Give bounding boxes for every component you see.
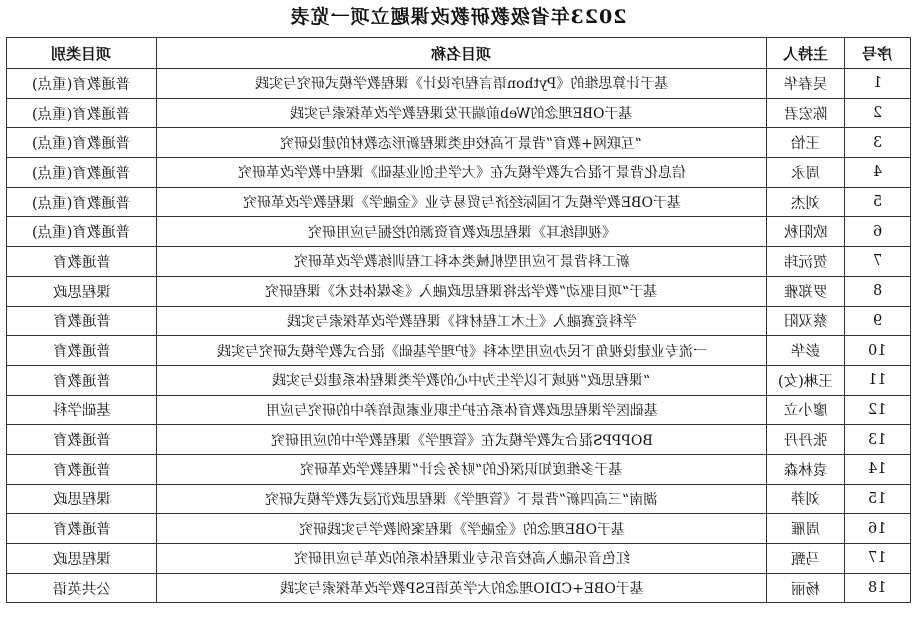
category-cell	[7, 514, 157, 544]
project-name-cell	[157, 544, 767, 574]
header-host: 主持人	[767, 38, 845, 69]
category-cell	[7, 544, 157, 574]
project-name-cell	[157, 158, 767, 188]
project-name-cell	[157, 187, 767, 217]
row-number-cell	[845, 484, 911, 514]
header-num: 序号	[845, 38, 911, 69]
host-cell	[767, 187, 845, 217]
host-cell-text: 张丹丹	[783, 433, 828, 450]
host-cell	[767, 158, 845, 188]
row-number-cell-text: 15	[868, 490, 887, 507]
row-number-cell	[845, 187, 911, 217]
category-cell	[7, 573, 157, 603]
category-cell	[7, 365, 157, 395]
host-cell-text: 贺沅玮	[783, 254, 828, 271]
row-number-cell-text: 13	[868, 431, 887, 448]
host-cell	[767, 454, 845, 484]
host-cell-text: 陈宏君	[783, 106, 828, 123]
host-cell-text: 王怡	[791, 136, 820, 153]
category-cell	[7, 484, 157, 514]
host-cell	[767, 573, 845, 603]
category-cell-text: 普通教育	[52, 433, 111, 450]
table-row	[7, 217, 911, 247]
row-number-cell	[845, 69, 911, 99]
project-name-cell	[157, 573, 767, 603]
host-cell-text: 吴春华	[783, 76, 828, 93]
row-number-cell	[845, 217, 911, 247]
row-number-cell-text: 10	[868, 342, 887, 359]
project-name-cell	[157, 98, 767, 128]
project-name-cell-text: 学科竞赛融入《土木工程材料》课程教学改革探索与实践	[286, 313, 637, 330]
table-row	[7, 336, 911, 366]
category-cell-text: 基础学科	[52, 403, 111, 420]
project-name-cell-text: 一流专业建设视角下民办应用型本科《护理学基础》混合式教学模式研究与实践	[216, 343, 707, 360]
row-number-cell-text: 17	[868, 550, 887, 567]
category-cell-text: 普通教育(重点)	[32, 136, 131, 153]
category-cell	[7, 98, 157, 128]
table-row	[7, 276, 911, 306]
row-number-cell-text: 8	[872, 283, 883, 300]
header-name: 项目名称	[157, 38, 767, 69]
project-name-cell-text: 红色音乐融入高校音乐专业课程体系的改革与应用研究	[293, 551, 630, 568]
host-cell-text: 彭华	[791, 344, 820, 361]
category-cell-text: 普通教育(重点)	[32, 225, 131, 242]
project-name-cell-text: 基于OBE理念的Web前端开发课程教学改革探索与实践	[290, 106, 633, 123]
project-name-cell	[157, 247, 767, 277]
row-number-cell	[845, 395, 911, 425]
table-row	[7, 247, 911, 277]
host-cell-text: 周雁	[791, 522, 820, 539]
row-number-cell	[845, 454, 911, 484]
host-cell-text: 王琳(女)	[778, 373, 833, 390]
category-cell-text: 课程思政	[52, 551, 111, 568]
row-number-cell	[845, 247, 911, 277]
row-number-cell-text: 11	[868, 372, 887, 389]
table-row	[7, 395, 911, 425]
project-name-cell	[157, 306, 767, 336]
row-number-cell	[845, 276, 911, 306]
project-name-cell	[157, 276, 767, 306]
host-cell	[767, 514, 845, 544]
category-cell	[7, 395, 157, 425]
row-number-cell-text: 1	[872, 75, 883, 92]
row-number-cell-text: 12	[868, 401, 887, 418]
row-number-cell	[845, 365, 911, 395]
table-row	[7, 69, 911, 99]
project-name-cell	[157, 128, 767, 158]
table-row	[7, 425, 911, 455]
category-cell	[7, 425, 157, 455]
row-number-cell-text: 3	[872, 134, 883, 151]
category-cell-text: 普通教育	[52, 462, 111, 479]
project-name-cell-text: 《视唱练耳》课程思政教育资源的挖掘与应用研究	[307, 224, 616, 241]
host-cell-text: 欧阳秋	[783, 225, 828, 242]
project-name-cell-text: 基于OBE理念的《金融学》课程案例教学与实践研究	[298, 521, 625, 538]
host-cell-text: 马甄	[791, 551, 820, 568]
category-cell	[7, 336, 157, 366]
category-cell-text: 课程思政	[52, 492, 111, 509]
table-row	[7, 365, 911, 395]
category-cell	[7, 69, 157, 99]
row-number-cell-text: 14	[868, 461, 887, 478]
host-cell-text: 廖小立	[783, 403, 828, 420]
table-row	[7, 98, 911, 128]
category-cell	[7, 128, 157, 158]
project-name-cell	[157, 365, 767, 395]
host-cell	[767, 217, 845, 247]
project-name-cell-text: 新工科背景下应用型机械类本科工程训练教学改革研究	[293, 254, 630, 271]
project-name-cell-text: 基于“项目驱动”教学法将课程思政融入《多媒体技术》课程研究	[265, 284, 658, 301]
host-cell-text: 罗郑雅	[783, 284, 828, 301]
category-cell	[7, 187, 157, 217]
host-cell	[767, 247, 845, 277]
project-name-cell-text: 基础医学课程思政教育体系在护生职业素质培养中的研究与应用	[265, 402, 658, 419]
host-cell-text: 刘杰	[791, 195, 820, 212]
host-cell	[767, 395, 845, 425]
category-cell-text: 普通教育	[52, 344, 111, 361]
project-name-cell-text: “互联网+教育”背景下高校电类课程新形态教材的建设研究	[280, 135, 643, 152]
host-cell	[767, 336, 845, 366]
project-name-cell-text: 信息化背景下混合式教学模式在《大学生创业基础》课程中教学改革研究	[237, 165, 686, 182]
host-cell	[767, 69, 845, 99]
host-cell	[767, 98, 845, 128]
category-cell-text: 普通教育	[52, 522, 111, 539]
host-cell-text: 袁林森	[783, 462, 828, 479]
table-row	[7, 306, 911, 336]
category-cell	[7, 247, 157, 277]
host-cell	[767, 306, 845, 336]
category-cell-text: 普通教育(重点)	[32, 106, 131, 123]
project-name-cell-text: 基于多维度知识深化的“财务会计”课程教学改革研究	[300, 462, 623, 479]
host-cell	[767, 544, 845, 574]
host-cell-text: 周永	[791, 165, 820, 182]
category-cell-text: 课程思政	[52, 284, 111, 301]
category-cell-text: 普通教育	[52, 254, 111, 271]
row-number-cell	[845, 336, 911, 366]
table-row	[7, 514, 911, 544]
project-name-cell-text: 基于计算思维的《Python语言程序设计》课程教学模式研究与实践	[254, 76, 669, 93]
row-number-cell	[845, 514, 911, 544]
table-row	[7, 158, 911, 188]
category-cell	[7, 217, 157, 247]
row-number-cell	[845, 306, 911, 336]
category-cell-text: 普通教育	[52, 314, 111, 331]
category-cell	[7, 276, 157, 306]
category-cell	[7, 306, 157, 336]
category-cell	[7, 454, 157, 484]
project-name-cell	[157, 336, 767, 366]
project-name-cell-text: “课程思政”视域下以学生为中心的教学类课程体系建设与实践	[272, 373, 651, 390]
table-row	[7, 484, 911, 514]
row-number-cell-text: 5	[872, 194, 883, 211]
host-cell	[767, 425, 845, 455]
row-number-cell	[845, 128, 911, 158]
project-name-cell-text: BOPPPS混合式教学模式在《管理学》课程教学中的应用研究	[270, 432, 653, 449]
host-cell-text: 刘莽	[791, 492, 820, 509]
table-row	[7, 187, 911, 217]
row-number-cell-text: 6	[872, 223, 883, 240]
header-category: 项目类别	[7, 38, 157, 69]
project-name-cell-text: 湖南“三高四新”背景下《管理学》课程思政沉浸式教学模式研究	[265, 491, 658, 508]
row-number-cell-text: 4	[872, 164, 883, 181]
category-cell	[7, 158, 157, 188]
category-cell-text: 公共英语	[52, 581, 111, 598]
page-title: 2023年省级教研教改课题立项一览表	[289, 6, 627, 28]
category-cell-text: 普通教育	[52, 373, 111, 390]
host-cell	[767, 276, 845, 306]
row-number-cell-text: 18	[868, 580, 887, 597]
row-number-cell	[845, 544, 911, 574]
table-row	[7, 128, 911, 158]
row-number-cell	[845, 425, 911, 455]
host-cell	[767, 484, 845, 514]
category-cell-text: 普通教育(重点)	[32, 195, 131, 212]
category-cell-text: 普通教育(重点)	[32, 76, 131, 93]
project-name-cell	[157, 425, 767, 455]
project-name-cell-text: 基于OBE教学模式下国际经济与贸易专业《金融学》课程教学改革研究	[242, 195, 681, 212]
table-row	[7, 573, 911, 603]
category-cell-text: 普通教育(重点)	[32, 165, 131, 182]
row-number-cell	[845, 158, 911, 188]
row-number-cell-text: 16	[868, 520, 887, 537]
row-number-cell	[845, 98, 911, 128]
row-number-cell-text: 2	[872, 105, 883, 122]
project-table	[6, 37, 911, 603]
project-name-cell	[157, 69, 767, 99]
project-name-cell-text: 基于OBE+CDIO理念的大学英语ESP教学改革探索与实践	[279, 581, 644, 598]
row-number-cell-text: 9	[872, 312, 883, 329]
project-name-cell	[157, 217, 767, 247]
project-name-cell	[157, 454, 767, 484]
project-name-cell	[157, 484, 767, 514]
host-cell-text: 杨丽	[791, 581, 820, 598]
row-number-cell-text: 7	[872, 253, 883, 270]
row-number-cell	[845, 573, 911, 603]
host-cell-text: 蔡双阳	[783, 314, 828, 331]
table-row	[7, 544, 911, 574]
host-cell	[767, 128, 845, 158]
table-row	[7, 454, 911, 484]
host-cell	[767, 365, 845, 395]
project-name-cell	[157, 514, 767, 544]
project-name-cell	[157, 395, 767, 425]
table-header-row	[7, 38, 911, 69]
